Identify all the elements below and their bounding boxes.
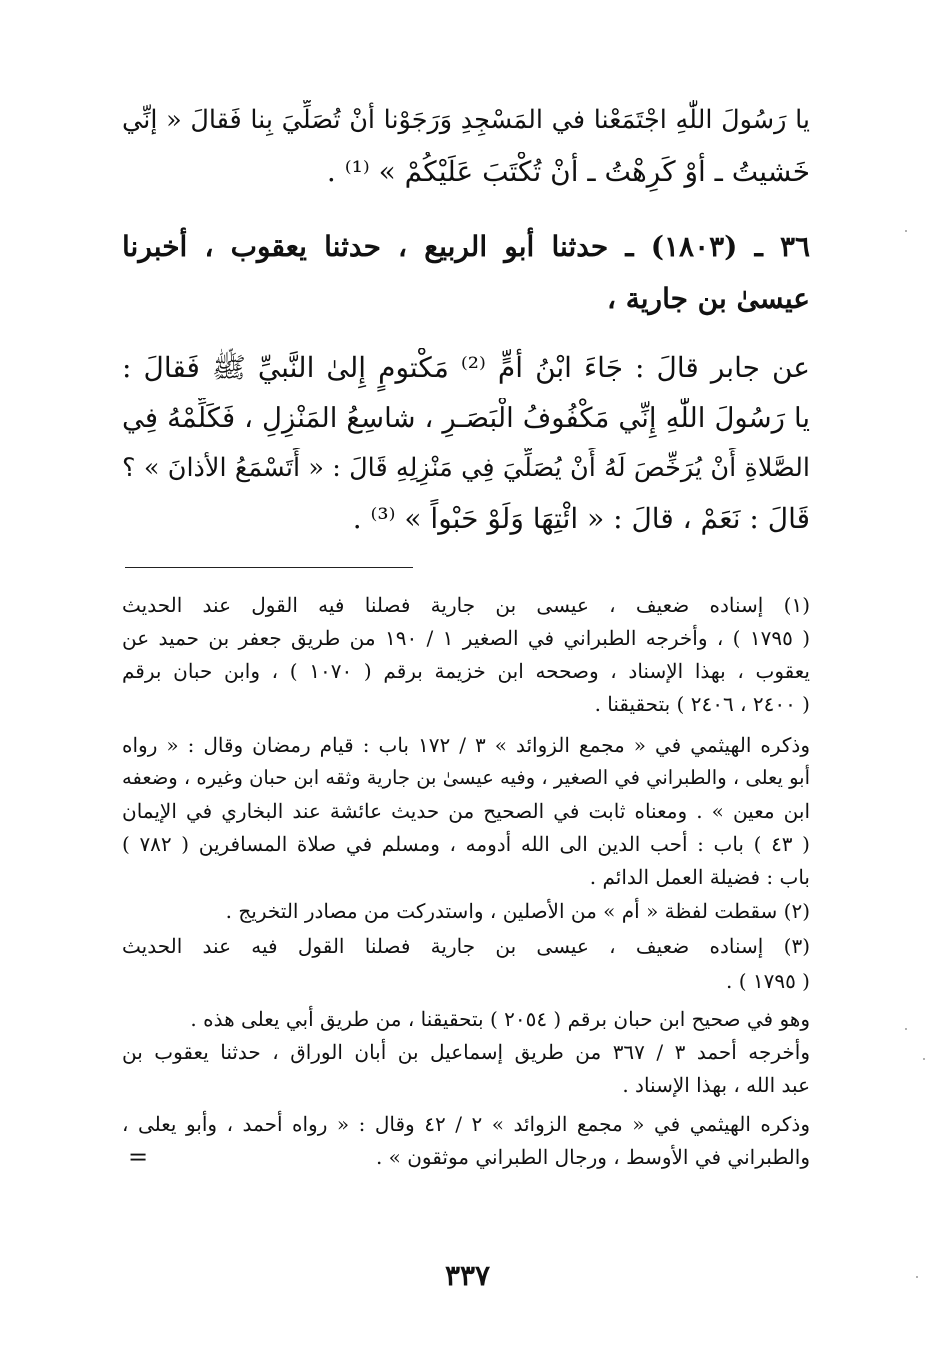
footnote-line: وذكره الهيثمي في « مجمع الزوائد » ٣ / ١٧٢ باب : قيام رمضان وقال : « رواه bbox=[122, 733, 810, 757]
footnote-line: باب : فضيلة العمل الدائم . bbox=[589, 865, 810, 889]
footnote-line: ( ١٧٩٥ ) ، وأخرجه الطبراني في الصغير ١ / ١٩٠ من طريق جعفر بن حميد عن bbox=[122, 626, 810, 650]
scan-speck bbox=[923, 1058, 925, 1060]
footnote-line: ( ٢٤٠٠ ، ٢٤٠٦ ) بتحقيقنا . bbox=[594, 692, 810, 716]
footnote-line: أبو يعلى ، والطبراني في الصغير ، وفيه عيسىٰ بن جارية وثقه ابن حبان وغيره ، وضعفه bbox=[122, 766, 810, 789]
main-line-2: خَشيتُ ـ أوْ كَرِهْتُ ـ أنْ تُكْتَبَ عَلَيْكُمْ » ⁽¹⁾ . bbox=[326, 155, 810, 188]
scan-speck bbox=[916, 1276, 918, 1278]
hadith-header-line: ٣٦ ـ (١٨٠٣) ـ حدثنا أبو الربيع ، حدثنا يعقوب ، أخبرنا bbox=[122, 230, 810, 263]
continuation-mark: = bbox=[128, 1143, 149, 1171]
footnote-line: يعقوب ، بهذا الإسناد ، وصححه ابن خزيمة برقم ( ١٠٧٠ ) ، وابن حبان برقم bbox=[122, 659, 810, 683]
scan-speck bbox=[905, 230, 907, 232]
footnote-line: (٢) سقطت لفظة « أم » من الأصلين ، واستدركت من مصادر التخريج . bbox=[225, 899, 810, 923]
hadith-header-line-2: عيسىٰ بن جارية ، bbox=[606, 282, 810, 315]
footnote-line: ( ١٧٩٥ ) . bbox=[725, 969, 810, 993]
main-line-6: يا رَسُولَ اللّٰهِ إِنِّي مَكْفُوفُ الْبَصَـرِ ، شاسِعُ المَنْزِلِ ، فَكَلِّمْهُ فِي bbox=[122, 402, 810, 434]
footnote-separator bbox=[125, 567, 413, 568]
footnote-line: وذكره الهيثمي في « مجمع الزوائد » ٢ / ٤٢ وقال : « رواه أحمد ، وأبو يعلى ، bbox=[122, 1112, 810, 1136]
footnote-line: والطبراني في الأوسط ، ورجال الطبراني موثقون » . bbox=[375, 1145, 810, 1169]
main-line-7: الصَّلاةِ أَنْ يُرَخِّصَ لَهُ أَنْ يُصَلِّيَ فِي مَنْزِلِهِ قَالَ : « أَتَسْمَعُ الأذانَ » ؟ bbox=[122, 453, 810, 483]
main-line-8: قَالَ : نَعَمْ ، قالَ : « ائْتِهَا وَلَوْ حَبْواً » ⁽³⁾ . bbox=[352, 502, 810, 535]
page-number: ٣٣٧ bbox=[444, 1259, 491, 1292]
main-line-1: يا رَسُولَ اللّٰهِ اجْتَمَعْنا في المَسْجِدِ وَرَجَوْنا أنْ تُصَلِّيَ بِنا فَقالَ « إنِّي bbox=[122, 105, 810, 135]
scan-speck bbox=[905, 1028, 907, 1030]
footnote-line: (١) إسناده ضعيف ، عيسى بن جارية فصلنا فيه القول عند الحديث bbox=[122, 593, 810, 617]
footnote-line: عبد الله ، بهذا الإسناد . bbox=[622, 1073, 810, 1097]
footnote-line: وهو في صحيح ابن حبان برقم ( ٢٠٥٤ ) بتحقيقنا ، من طريق أبي يعلى هذه . bbox=[190, 1007, 810, 1031]
footnote-line: (٣) إسناده ضعيف ، عيسى بن جارية فصلنا القول فيه عند الحديث bbox=[122, 934, 810, 958]
footnote-line: ( ٤٣ ) باب : أحب الدين الى الله أدومه ، ومسلم في صلاة المسافرين ( ٧٨٢ ) bbox=[122, 832, 810, 856]
footnote-line: وأخرجه أحمد ٣ / ٣٦٧ من طريق إسماعيل بن أبان الوراق ، حدثنا يعقوب بن bbox=[122, 1040, 810, 1064]
footnote-line: ابن معين » . ومعناه ثابت في الصحيح من حديث عائشة عند البخاري في الإيمان bbox=[122, 799, 810, 823]
main-line-5: عن جابر قالَ : جَاءَ ابْنُ أُمٍّ ⁽²⁾ مَكْتومٍ إِلىٰ النَّبيِّ ﷺ فَقالَ : bbox=[122, 351, 810, 384]
